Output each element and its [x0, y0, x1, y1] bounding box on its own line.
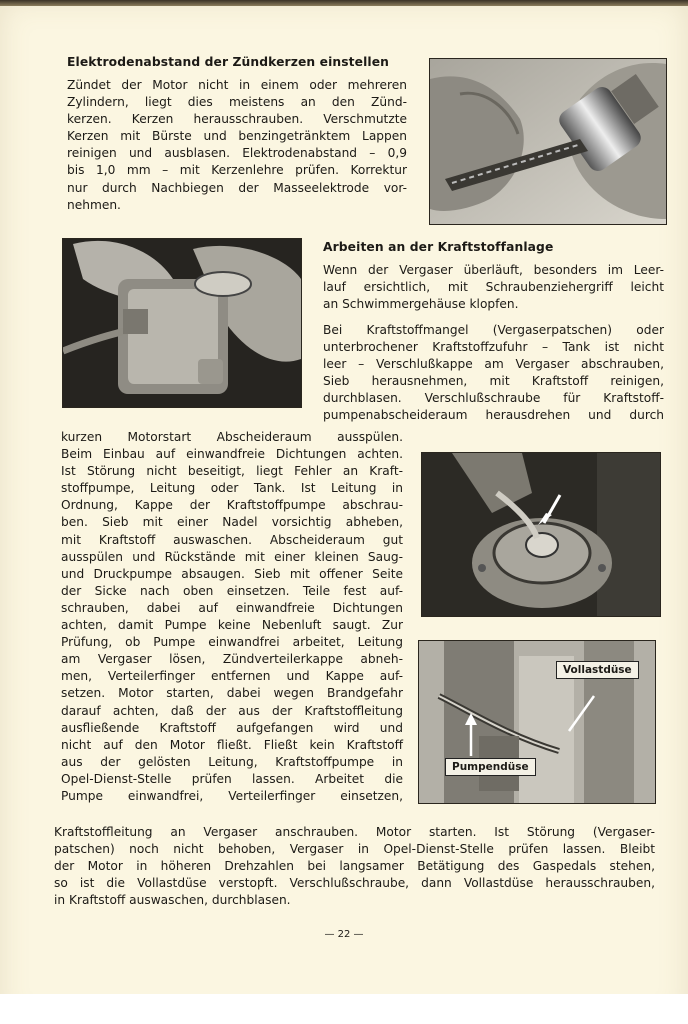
text-line: setzen. Motor starten, dabei wegen Brandgefahr — [61, 686, 403, 701]
text-line: unterbrochener Kraftstoffzufuhr – Tank ist nicht — [323, 340, 664, 355]
text-line: am Vergaser lösen, Zündverteilerkappe abneh- — [61, 652, 403, 667]
text-line: der Sicke nach oben einsetzen. Teile fest auf- — [61, 583, 403, 598]
text-line: leer – Verschlußkappe am Vergaser abschrauben, — [323, 357, 664, 372]
text-line: pumpenabscheideraum herausdrehen und durch — [323, 408, 664, 423]
text-line: Opel-Dienst-Stelle prüfen lassen. Arbeitet die — [61, 771, 403, 786]
text-line: Pumpe einwandfrei, Verteilerfinger einsetzen, — [61, 788, 403, 803]
label-vollastduese: Vollastdüse — [556, 661, 639, 679]
text-line: ben. Sieb mit einer Nadel vorsichtig abheben, — [61, 515, 403, 530]
text-line: Prüfung, ob Pumpe einwandfrei arbeitet, Leitung — [61, 635, 403, 650]
text-line: Kerzen mit Bürste und benzingetränktem Lappen — [67, 129, 407, 144]
text-line: mit Kraftstoff auswaschen. Abscheideraum gut — [61, 532, 403, 547]
text-line: Sieb herausnehmen, mit Kraftstoff reinigen, — [323, 374, 664, 389]
photo-spark-plug-gauge — [429, 58, 667, 225]
text-line: ausfließende Kraftstoff aufgefangen wird und — [61, 720, 403, 735]
fuel-system-right-paragraph — [323, 322, 664, 425]
text-line: und Druckpumpe absaugen. Sieb mit offener Seite — [61, 566, 403, 581]
text-line: Wenn der Vergaser überläuft, besonders im Leer- — [323, 263, 664, 277]
fuel-system-left-paragraph — [61, 429, 403, 805]
text-line: Beim Einbau auf einwandfreie Dichtungen achten. — [61, 447, 403, 462]
text-line: reinigen und ausblasen. Elektrodenabstand – 0,9 — [67, 146, 407, 161]
spark-plug-paragraph — [67, 77, 407, 214]
text-line: kurzen Motorstart Abscheideraum ausspülen. — [61, 430, 403, 444]
text-line: ausspülen und Rückstände mit einer kleinen Saug- — [61, 549, 403, 564]
section-heading-fuel-system: Arbeiten an der Kraftstoffanlage — [323, 240, 554, 254]
text-line: so ist die Vollastdüse verstopft. Verschlußschraube, dann Vollastdüse herausschrauben, — [54, 876, 655, 891]
text-line: durchblasen. Verschlußschraube für Kraftstoff- — [323, 391, 664, 406]
text-line: achten, damit Pumpe keine Nebenluft saugt. Zur — [61, 618, 403, 633]
text-line: kerzen. Kerzen herausschrauben. Verschmutzte — [67, 112, 407, 127]
fuel-system-intro-paragraph — [323, 262, 664, 313]
text-line: patschen) noch nicht behoben, Vergaser in Opel-Dienst-Stelle prüfen lassen. Bleibt — [54, 842, 655, 857]
text-line: schrauben, dabei auf einwandfreie Dichtungen — [61, 600, 403, 615]
text-line: bis 1,0 mm – mit Kerzenlehre prüfen. Korrektur — [67, 163, 407, 178]
fuel-system-full-paragraph — [54, 824, 655, 909]
text-line: lauf ersichtlich, mit Schraubenziehergriff leicht — [323, 280, 664, 295]
text-line: nehmen. — [67, 197, 121, 212]
text-line: men, Verteilerfinger entfernen und Kappe auf- — [61, 669, 403, 684]
text-line: darauf achten, daß der aus der Kraftstoffleitung — [61, 703, 403, 718]
text-line: an Schwimmergehäuse klopfen. — [323, 297, 519, 312]
text-line: nicht auf den Motor fließt. Fließt kein Kraftstoff — [61, 737, 403, 752]
text-line: Zündet der Motor nicht in einem oder mehreren — [67, 78, 407, 92]
text-line: Zylindern, liegt dies meistens an den Zünd- — [67, 95, 407, 110]
text-line: Kraftstoffleitung an Vergaser anschrauben. Motor starten. Ist Störung (Vergaser- — [54, 825, 655, 839]
photo-fuel-pump — [421, 452, 661, 617]
label-pumpenduese: Pumpendüse — [445, 758, 536, 776]
text-line: Bei Kraftstoffmangel (Vergaserpatschen) oder — [323, 323, 664, 337]
text-line: der Motor in höheren Drehzahlen bei langsamer Betätigung des Gaspedals stehen, — [54, 859, 655, 874]
text-line: in Kraftstoff auswaschen, durchblasen. — [54, 893, 291, 908]
text-line: stoffpumpe, Leitung oder Tank. Ist Leitung in — [61, 481, 403, 496]
text-line: Ordnung, Kappe der Kraftstoffpumpe abschrau- — [61, 498, 403, 513]
text-line: aus der gelösten Leitung, Kraftstoffpumpe in — [61, 754, 403, 769]
photo-carburettor — [62, 238, 302, 408]
section-heading-spark-plugs: Elektrodenabstand der Zündkerzen einstellen — [67, 55, 390, 69]
text-line: Ist Störung nicht beseitigt, liegt Fehler an Kraft- — [61, 464, 403, 479]
page-number: — 22 — — [324, 929, 364, 940]
text-line: nur durch Nachbiegen der Masseelektrode vor- — [67, 180, 407, 195]
